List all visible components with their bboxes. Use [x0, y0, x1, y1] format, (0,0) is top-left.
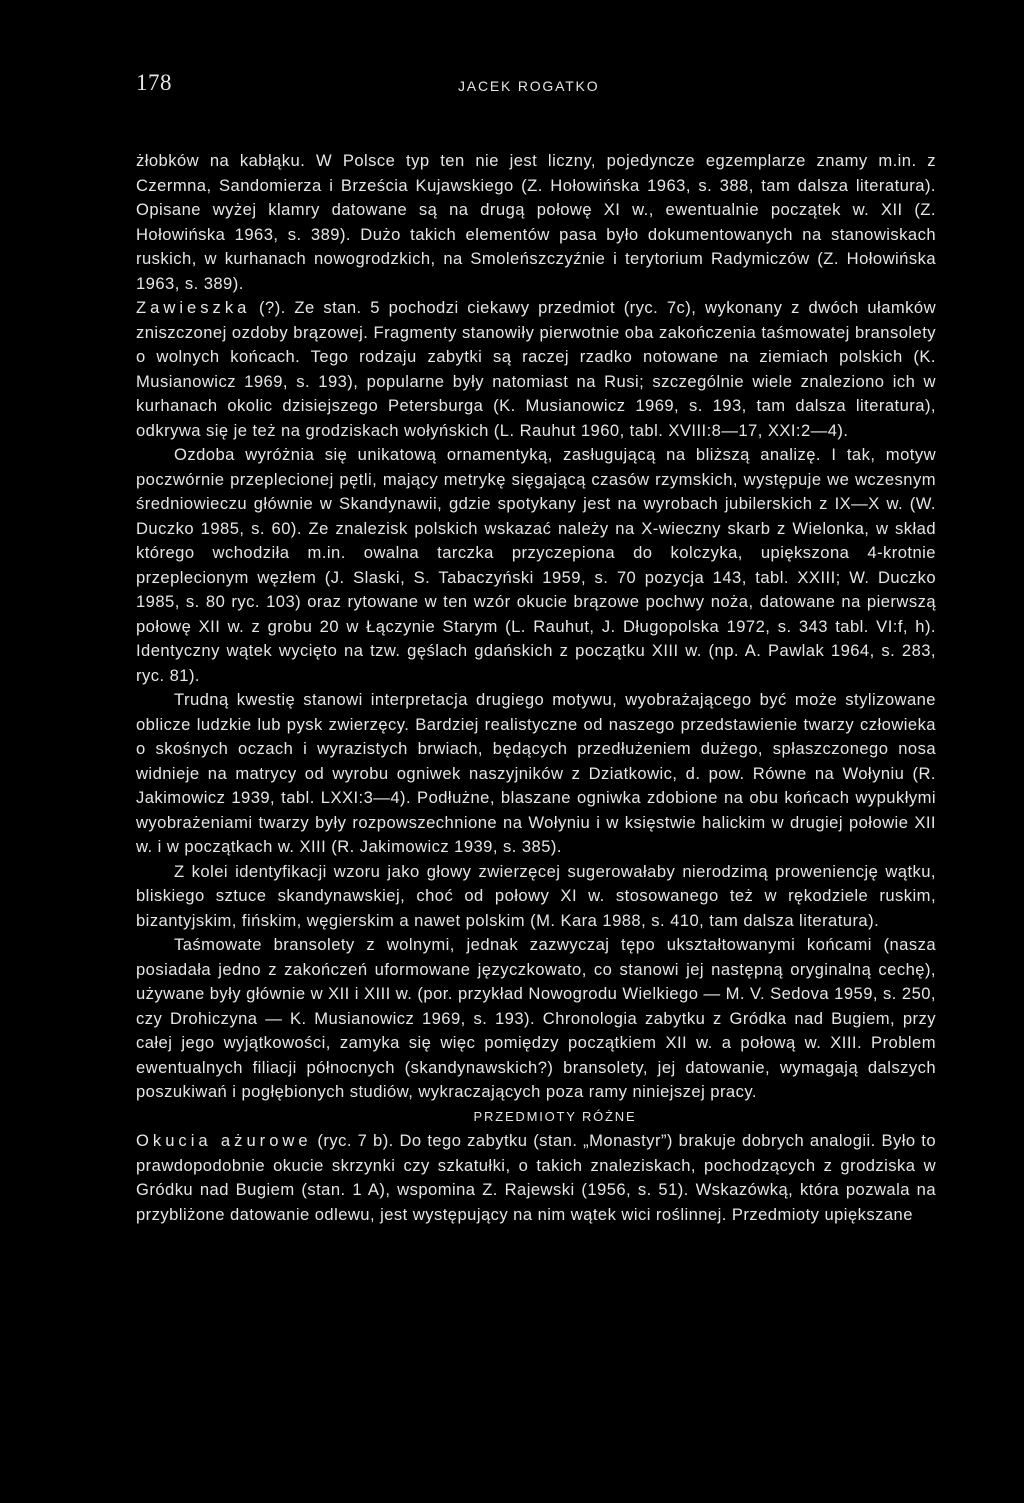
section-heading: PRZEDMIOTY RÓŻNE [473, 1108, 637, 1124]
paragraph: Taśmowate bransolety z wolnymi, jednak zazwyczaj tępo ukształtowanymi końcami (nasza posiadała jedno z zakończeń uformowane języczkowato, co stanowi jej następną oryginalną cechę), używane były głównie w XII i XIII w. (por. przykład Nowogrodu Wielkiego — M. V. Sedova 1959, s. 250, czy Drohiczyna — K. Musianowicz 1969, s. 193). Chronologia zabytku z Gródka nad Bugiem, przy całej jego wyjątkowości, zamyka się więc pomiędzy początkiem XII w. a połową w. XIII. Problem ewentualnych filiacji północnych (skandynawskich?) bransolety, jej datowanie, wymagają dalszych poszukiwań i pogłębionych studiów, wykraczających poza ramy niniejszej pracy. [136, 935, 936, 1101]
paragraph: Trudną kwestię stanowi interpretacja drugiego motywu, wyobrażającego być może stylizowane oblicze ludzkie lub pysk zwierzęcy. Bardziej realistyczne od naszego przedstawienie twarzy człowieka o skośnych oczach i wyrazistych brwiach, będących przedłużeniem dużego, spłaszczonego nosa widnieje na matrycy od wyrobu ogniwek naszyjników z Dziatkowic, d. pow. Równe na Wołyniu (R. Jakimowicz 1939, tabl. LXXI:3—4). Podłużne, blaszane ogniwka zdobione na obu końcach wypukłymi wyobrażeniami twarzy były rozpowszechnione na Wołyniu i w księstwie halickim w drugiej połowie XII w. i w początkach w. XIII (R. Jakimowicz 1939, s. 385). [136, 690, 936, 856]
body-text [136, 149, 936, 1227]
running-head: JACEK ROGATKO [458, 78, 600, 94]
page-header [136, 70, 936, 102]
paragraph: Ozdoba wyróżnia się unikatową ornamentyką, zasługującą na bliższą analizę. I tak, motyw poczwórnie przeplecionej pętli, mający metrykę sięgającą czasów rzymskich, występuje we wczesnym średniowieczu głównie w Skandynawii, gdzie spotykany jest na wyrobach jubilerskich z IX—X w. (W. Duczko 1985, s. 60). Ze znalezisk polskich wskazać należy na X-wieczny skarb z Wielonka, w skład którego wchodziła m.in. owalna tarczka przyczepiona do kolczyka, upiększona 4-krotnie przeplecionym węzłem (J. Slaski, S. Tabaczyński 1959, s. 70 pozycja 143, tabl. XXIII; W. Duczko 1985, s. 80 ryc. 103) oraz rytowane w ten wzór okucie brązowe pochwy noża, datowane na pierwszą połowę XII w. z grobu 20 w Łączynie Starym (L. Rauhut, J. Długopolska 1972, s. 343 tabl. VI:f, h). Identyczny wątek wycięto na tzw. gęślach gdańskich z początku XIII w. (np. A. Pawlak 1964, s. 283, ryc. 81). [136, 445, 936, 685]
paragraph: Z kolei identyfikacji wzoru jako głowy zwierzęcej sugerowałaby nierodzimą proweniencję wątku, bliskiego sztuce skandynawskiej, choć od połowy XI w. stosowanego też w rękodziele ruskim, bizantyjskim, fińskim, węgierskim a nawet polskim (M. Kara 1988, s. 410, tam dalsza literatura). [136, 861, 936, 930]
paragraph [136, 1129, 936, 1227]
paragraph-text: (ryc. 7 b). Do tego zabytku (stan. „Monastyr”) brakuje dobrych analogii. Było to prawdopodobnie okucie skrzynki czy szkatułki, o takich znaleziskach, pochodzących z grodziska w Gródku nad Bugiem (stan. 1 A), wspomina Z. Rajewski (1956, s. 51). Wskazówką, która pozwala na przybliżone datowanie odlewu, jest występujący na nim wątek wici roślinnej. Przedmioty upiększane [136, 1131, 936, 1224]
paragraph: żłobków na kabłąku. W Polsce typ ten nie jest liczny, pojedyncze egzemplarze znamy m.in. z Czermna, Sandomierza i Brześcia Kujawskiego (Z. Hołowińska 1963, s. 388, tam dalsza literatura). Opisane wyżej klamry datowane są na drugą połowę XI w., ewentualnie początek w. XII (Z. Hołowińska 1963, s. 389). Dużo takich elementów pasa było dokumentowanych na stanowiskach ruskich, w kurhanach nowogrodzkich, na Smoleńszczyźnie i terytorium Radymiczów (Z. Hołowińska 1963, s. 389). [136, 151, 936, 293]
paragraph-text: (?). Ze stan. 5 pochodzi ciekawy przedmiot (ryc. 7c), wykonany z dwóch ułamków zniszczonej ozdoby brązowej. Fragmenty stanowiły pierwotnie oba zakończenia taśmowatej bransolety o wolnych końcach. Tego rodzaju zabytki są raczej rzadko notowane na ziemiach polskich (K. Musianowicz 1969, s. 193), popularne były natomiast na Rusi; szczególnie wiele znaleziono ich w kurhanach okolic dzisiejszego Petersburga (K. Musianowicz 1969, s. 193, tam dalsza literatura), odkrywa się je też na grodziskach wołyńskich (L. Rauhut 1960, tabl. XVIII:8—17, XXI:2—4). [136, 298, 936, 440]
spaced-lead: Zawieszka [136, 298, 251, 317]
page-number: 178 [136, 70, 172, 95]
paragraph [136, 296, 936, 443]
spaced-lead: Okucia ażurowe [136, 1131, 312, 1150]
